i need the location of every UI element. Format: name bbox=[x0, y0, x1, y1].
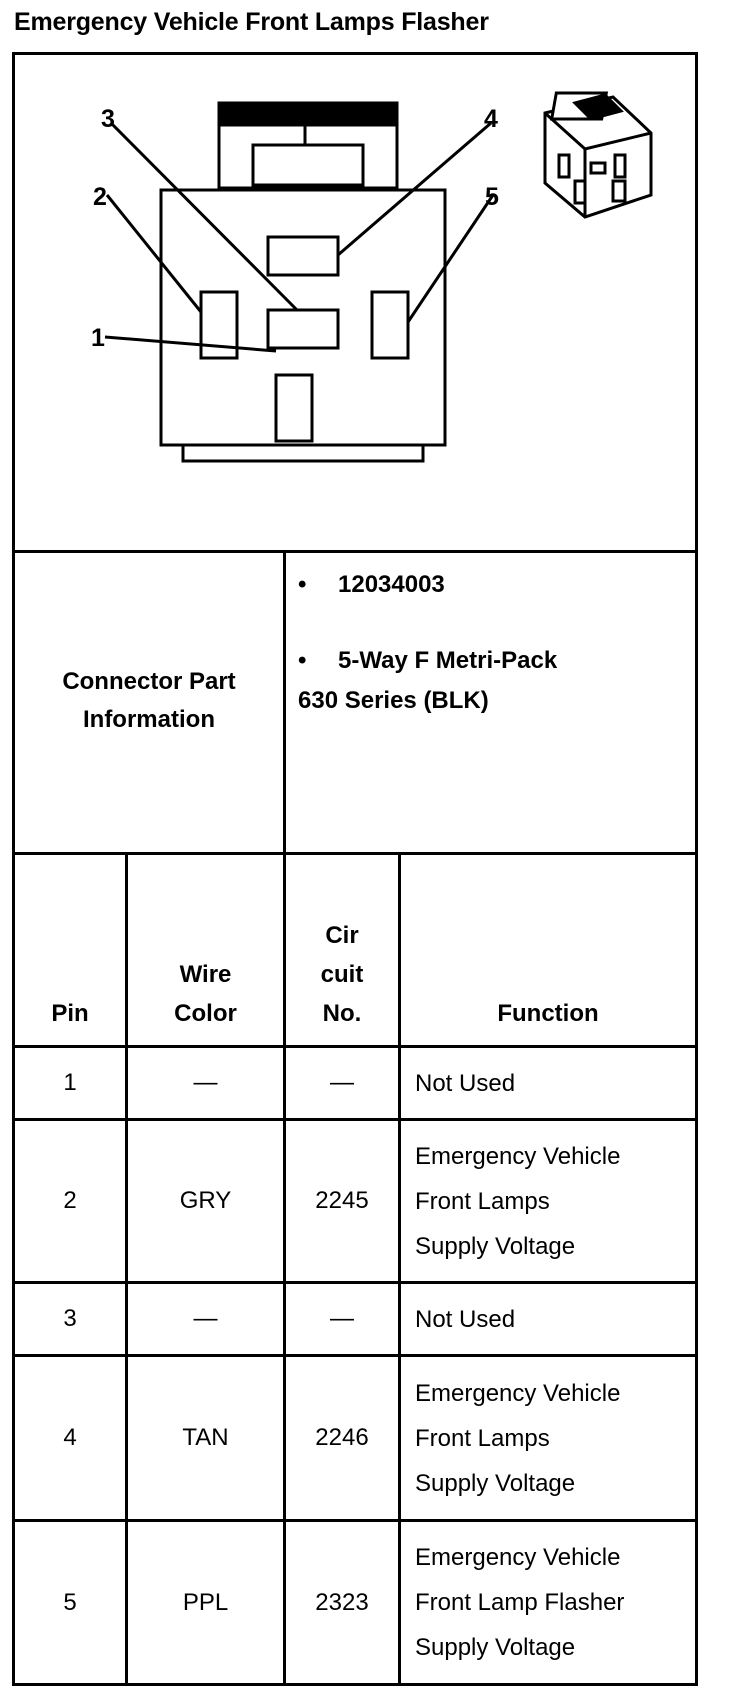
wire-color-cell: PPL bbox=[182, 1588, 229, 1616]
table-bottom-border bbox=[12, 1683, 698, 1686]
circuit-cell: 2245 bbox=[315, 1187, 369, 1214]
part-number-row bbox=[298, 565, 557, 605]
circuit-cell: — bbox=[330, 1305, 354, 1332]
connector-desc-line1: 5-Way F Metri-Pack bbox=[338, 647, 558, 674]
header-circuit-no: Cir cuit No. bbox=[320, 922, 364, 1027]
page-title: Emergency Vehicle Front Lamps Flasher bbox=[14, 8, 489, 36]
connector-info-details bbox=[298, 565, 557, 721]
header-function: Function bbox=[497, 1000, 599, 1027]
connector-diagram bbox=[15, 55, 695, 550]
circuit-cell: 2323 bbox=[315, 1588, 369, 1616]
pin-cell: 4 bbox=[63, 1424, 77, 1451]
connector-base bbox=[183, 445, 423, 461]
connector-info-label-line1: Connector Part bbox=[62, 668, 236, 695]
circuit-cell: — bbox=[330, 1069, 354, 1096]
bullet-icon: • bbox=[298, 647, 307, 674]
function-cell: Not Used bbox=[415, 1305, 516, 1333]
connector-body bbox=[161, 190, 445, 445]
pin-cell: 2 bbox=[63, 1187, 77, 1214]
callout-5: 5 bbox=[485, 183, 499, 211]
callout-3: 3 bbox=[101, 105, 115, 133]
function-cell: Emergency Vehicle Front Lamps Supply Voltage bbox=[415, 1142, 621, 1260]
function-cell: Not Used bbox=[415, 1069, 516, 1097]
callout-1: 1 bbox=[91, 324, 105, 352]
connector-info-label-line2: Information bbox=[82, 706, 215, 733]
pin-cell: 1 bbox=[63, 1069, 77, 1096]
connector-thumbnail bbox=[545, 93, 651, 217]
circuit-cell: 2246 bbox=[315, 1424, 369, 1451]
part-number: 12034003 bbox=[338, 571, 445, 598]
wire-color-cell: TAN bbox=[182, 1424, 229, 1451]
header-wire-color: Wire Color bbox=[174, 961, 237, 1027]
connector-desc-line2: 630 Series (BLK) bbox=[298, 687, 489, 714]
wire-color-cell: — bbox=[193, 1069, 218, 1096]
bullet-icon: • bbox=[298, 571, 307, 598]
pin-cell: 3 bbox=[63, 1305, 77, 1332]
wire-color-cell: GRY bbox=[179, 1187, 232, 1214]
function-cell: Emergency Vehicle Front Lamp Flasher Supply Voltage bbox=[415, 1544, 625, 1661]
callout-2: 2 bbox=[93, 183, 107, 211]
callout-4: 4 bbox=[484, 105, 498, 133]
connector-info-label bbox=[15, 550, 283, 852]
function-cell: Emergency Vehicle Front Lamps Supply Voltage bbox=[415, 1379, 621, 1497]
header-pin: Pin bbox=[51, 1000, 89, 1027]
connector-desc-row bbox=[298, 641, 557, 681]
wire-color-cell: — bbox=[193, 1305, 218, 1332]
pin-cell: 5 bbox=[63, 1588, 77, 1616]
